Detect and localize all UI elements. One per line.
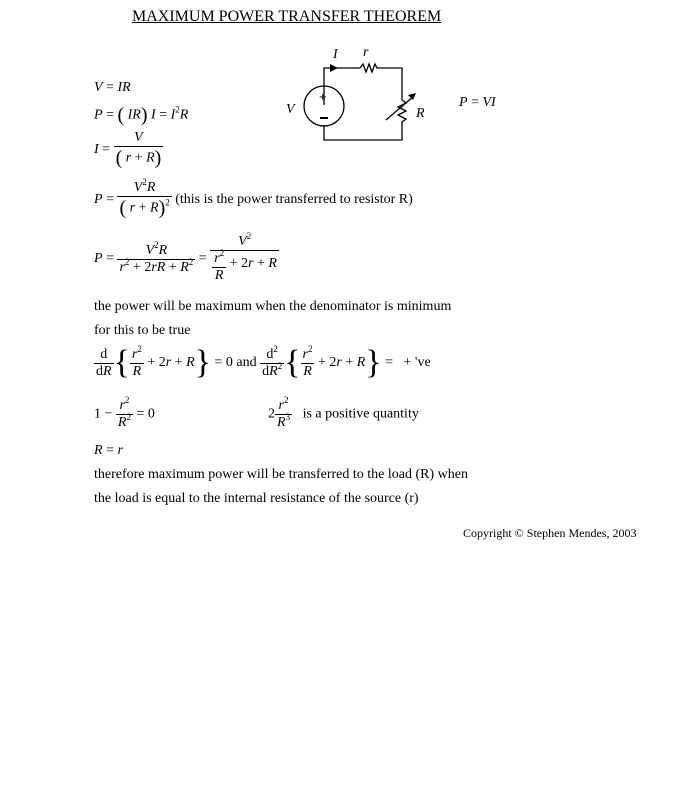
and-word: and [236, 355, 257, 371]
internal-resistor-label: r [363, 45, 369, 60]
text-line3: therefore maximum power will be transferred to the load (R) when [94, 467, 468, 482]
plus-sign: + [319, 89, 327, 104]
current-label: I [333, 47, 338, 62]
equation-result: R = r [94, 443, 123, 458]
equation-current: I = $\frac{V}{( r + R)}$ [94, 130, 162, 169]
equation-power-expanded: P = $\frac{V^2R}{r^2 + 2rR + R^2}$ = $V^2$ $\frac{r^2}{R}$ + 2r + R [94, 231, 277, 283]
equation-power-load: P = $\frac{V^2R}{( r + R)^2}$ (this is the power transferred to resistor R) [94, 177, 413, 219]
page-title: MAXIMUM POWER TRANSFER THEOREM [132, 8, 442, 25]
positive-note: is a positive quantity [302, 406, 419, 422]
text-line1: the power will be maximum when the denominator is minimum [94, 299, 452, 314]
internal-resistor [360, 64, 402, 100]
equation-condition2: 2 $\frac{r^2}{R^3}$ is a positive quantity [268, 395, 419, 430]
equation-power1: P = ( IR) $I = I^2R$ [94, 104, 189, 126]
power-load-note: (this is the power transferred to resistor R) [175, 192, 413, 208]
load-resistor [324, 100, 406, 140]
text-line2: for this to be true [94, 323, 191, 338]
source-label: V [286, 102, 295, 117]
variable-arrow-icon [408, 93, 416, 100]
equation-ohm: V = IR [94, 80, 131, 95]
current-arrow-icon [330, 64, 338, 72]
text-line4: the load is equal to the internal resistance of the source (r) [94, 491, 419, 506]
equation-derivatives: $\frac{d}{dR}$ { $\frac{r^2}{R}$ + 2r + R} = 0 and $\frac{d^2}{dR^2}$ { $\frac{r^2}{R}$ + 2r + R} = + 've [96, 343, 431, 381]
equation-condition1: 1 − $\frac{r^2}{R^2}$ = 0 [94, 395, 155, 430]
equation-power-vi: P = VI [459, 95, 496, 110]
copyright: Copyright © Stephen Mendes, 2003 [463, 526, 637, 540]
load-label: R [416, 106, 425, 121]
